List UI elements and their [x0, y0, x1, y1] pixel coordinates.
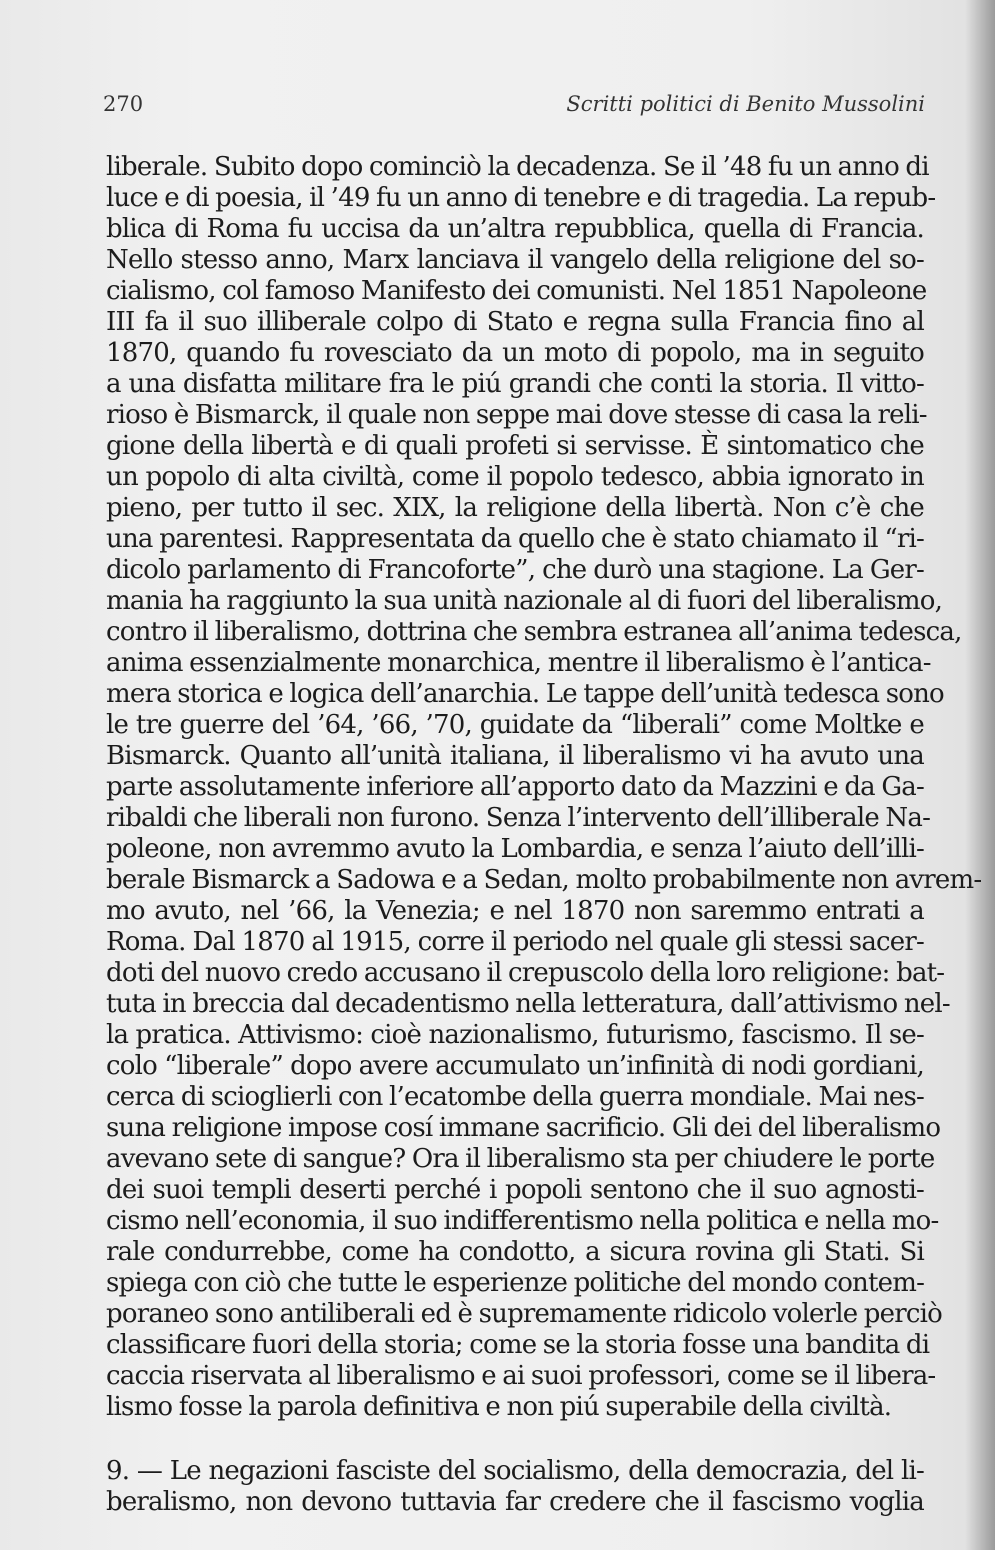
- page-number: 270: [103, 92, 144, 116]
- text-line: caccia riservata al liberalismo e ai suoi professori, come se il libera-: [106, 1361, 936, 1391]
- text-line: parte assolutamente inferiore all’apporto dato da Mazzini e da Ga-: [106, 772, 924, 802]
- text-line: un popolo di alta civiltà, come il popolo tedesco, abbia ignorato in: [106, 462, 924, 492]
- text-line: 1870, quando fu rovesciato da un moto di popolo, ma in seguito: [106, 338, 924, 368]
- text-line: liberale. Subito dopo cominciò la decadenza. Se il ’48 fu un anno di: [106, 152, 929, 182]
- text-line: avevano sete di sangue? Ora il liberalismo sta per chiudere le porte: [106, 1144, 935, 1174]
- text-line: poraneo sono antiliberali ed è supremamente ridicolo volerle perciò: [106, 1299, 942, 1329]
- text-line: doti del nuovo credo accusano il crepuscolo della loro religione: bat-: [106, 958, 945, 988]
- text-line: tuta in breccia dal decadentismo nella letteratura, dall’attivismo nel-: [106, 989, 950, 1019]
- paragraph: [106, 1456, 924, 1518]
- text-line: mera storica e logica dell’anarchia. Le tappe dell’unità tedesca sono: [106, 679, 944, 709]
- text-line: 9. — Le negazioni fasciste del socialismo, della democrazia, del li-: [106, 1456, 924, 1486]
- text-line: dei suoi templi deserti perché i popoli sentono che il suo agnosti-: [106, 1175, 924, 1205]
- text-line: anima essenzialmente monarchica, mentre il liberalismo è l’antica-: [106, 648, 931, 678]
- text-line: suna religione impose cosí immane sacrificio. Gli dei del liberalismo: [106, 1113, 941, 1143]
- text-line: ribaldi che liberali non furono. Senza l’intervento dell’illiberale Na-: [106, 803, 931, 833]
- text-line: luce e di poesia, il ’49 fu un anno di tenebre e di tragedia. La repub-: [106, 183, 936, 213]
- text-line: cerca di scioglierli con l’ecatombe della guerra mondiale. Mai nes-: [106, 1082, 925, 1112]
- text-line: Roma. Dal 1870 al 1915, corre il periodo nel quale gli stessi sacer-: [106, 927, 924, 957]
- text-line: III fa il suo illiberale colpo di Stato e regna sulla Francia fino al: [106, 307, 924, 337]
- text-line: dicolo parlamento di Francoforte”, che durò una stagione. La Ger-: [106, 555, 924, 585]
- text-line: lismo fosse la parola definitiva e non piú superabile della civiltà.: [106, 1392, 892, 1422]
- text-line: blica di Roma fu uccisa da un’altra repubblica, quella di Francia.: [106, 214, 924, 244]
- text-line: berale Bismarck a Sadowa e a Sedan, molto probabilmente non avrem-: [106, 865, 982, 895]
- text-line: le tre guerre del ’64, ’66, ’70, guidate da “liberali” come Moltke e: [106, 710, 924, 740]
- text-line: una parentesi. Rappresentata da quello che è stato chiamato il “ri-: [106, 524, 924, 554]
- text-line: Bismarck. Quanto all’unità italiana, il liberalismo vi ha avuto una: [106, 741, 924, 771]
- text-line: mo avuto, nel ’66, la Venezia; e nel 1870 non saremmo entrati a: [106, 896, 924, 926]
- text-line: gione della libertà e di quali profeti si servisse. È sintomatico che: [106, 431, 924, 461]
- text-line: cismo nell’economia, il suo indifferentismo nella politica e nella mo-: [106, 1206, 939, 1236]
- text-line: rioso è Bismarck, il quale non seppe mai dove stesse di casa la reli-: [106, 400, 927, 430]
- paragraph-gap: [106, 1423, 924, 1456]
- running-title: Scritti politici di Benito Mussolini: [566, 92, 925, 116]
- text-line: mania ha raggiunto la sua unità nazionale al di fuori del liberalismo,: [106, 586, 943, 616]
- body-text: [106, 152, 982, 1518]
- text-line: a una disfatta militare fra le piú grandi che conti la storia. Il vitto-: [106, 369, 924, 399]
- text-line: classificare fuori della storia; come se la storia fosse una bandita di: [106, 1330, 930, 1360]
- text-line: rale condurrebbe, come ha condotto, a sicura rovina gli Stati. Si: [106, 1237, 924, 1267]
- text-line: beralismo, non devono tuttavia far credere che il fascismo voglia: [106, 1487, 924, 1517]
- text-line: colo “liberale” dopo avere accumulato un’infinità di nodi gordiani,: [106, 1051, 924, 1081]
- text-line: la pratica. Attivismo: cioè nazionalismo, futurismo, fascismo. Il se-: [106, 1020, 924, 1050]
- text-line: Nello stesso anno, Marx lanciava il vangelo della religione del so-: [106, 245, 924, 275]
- text-line: pieno, per tutto il sec. XIX, la religione della libertà. Non c’è che: [106, 493, 924, 523]
- page-header: [103, 92, 925, 124]
- text-line: cialismo, col famoso Manifesto dei comunisti. Nel 1851 Napoleone: [106, 276, 927, 306]
- text-line: poleone, non avremmo avuto la Lombardia, e senza l’aiuto dell’illi-: [106, 834, 924, 864]
- paragraph: [106, 152, 982, 1423]
- text-line: contro il liberalismo, dottrina che sembra estranea all’anima tedesca,: [106, 617, 962, 647]
- text-line: spiega con ciò che tutte le esperienze politiche del mondo contem-: [106, 1268, 925, 1298]
